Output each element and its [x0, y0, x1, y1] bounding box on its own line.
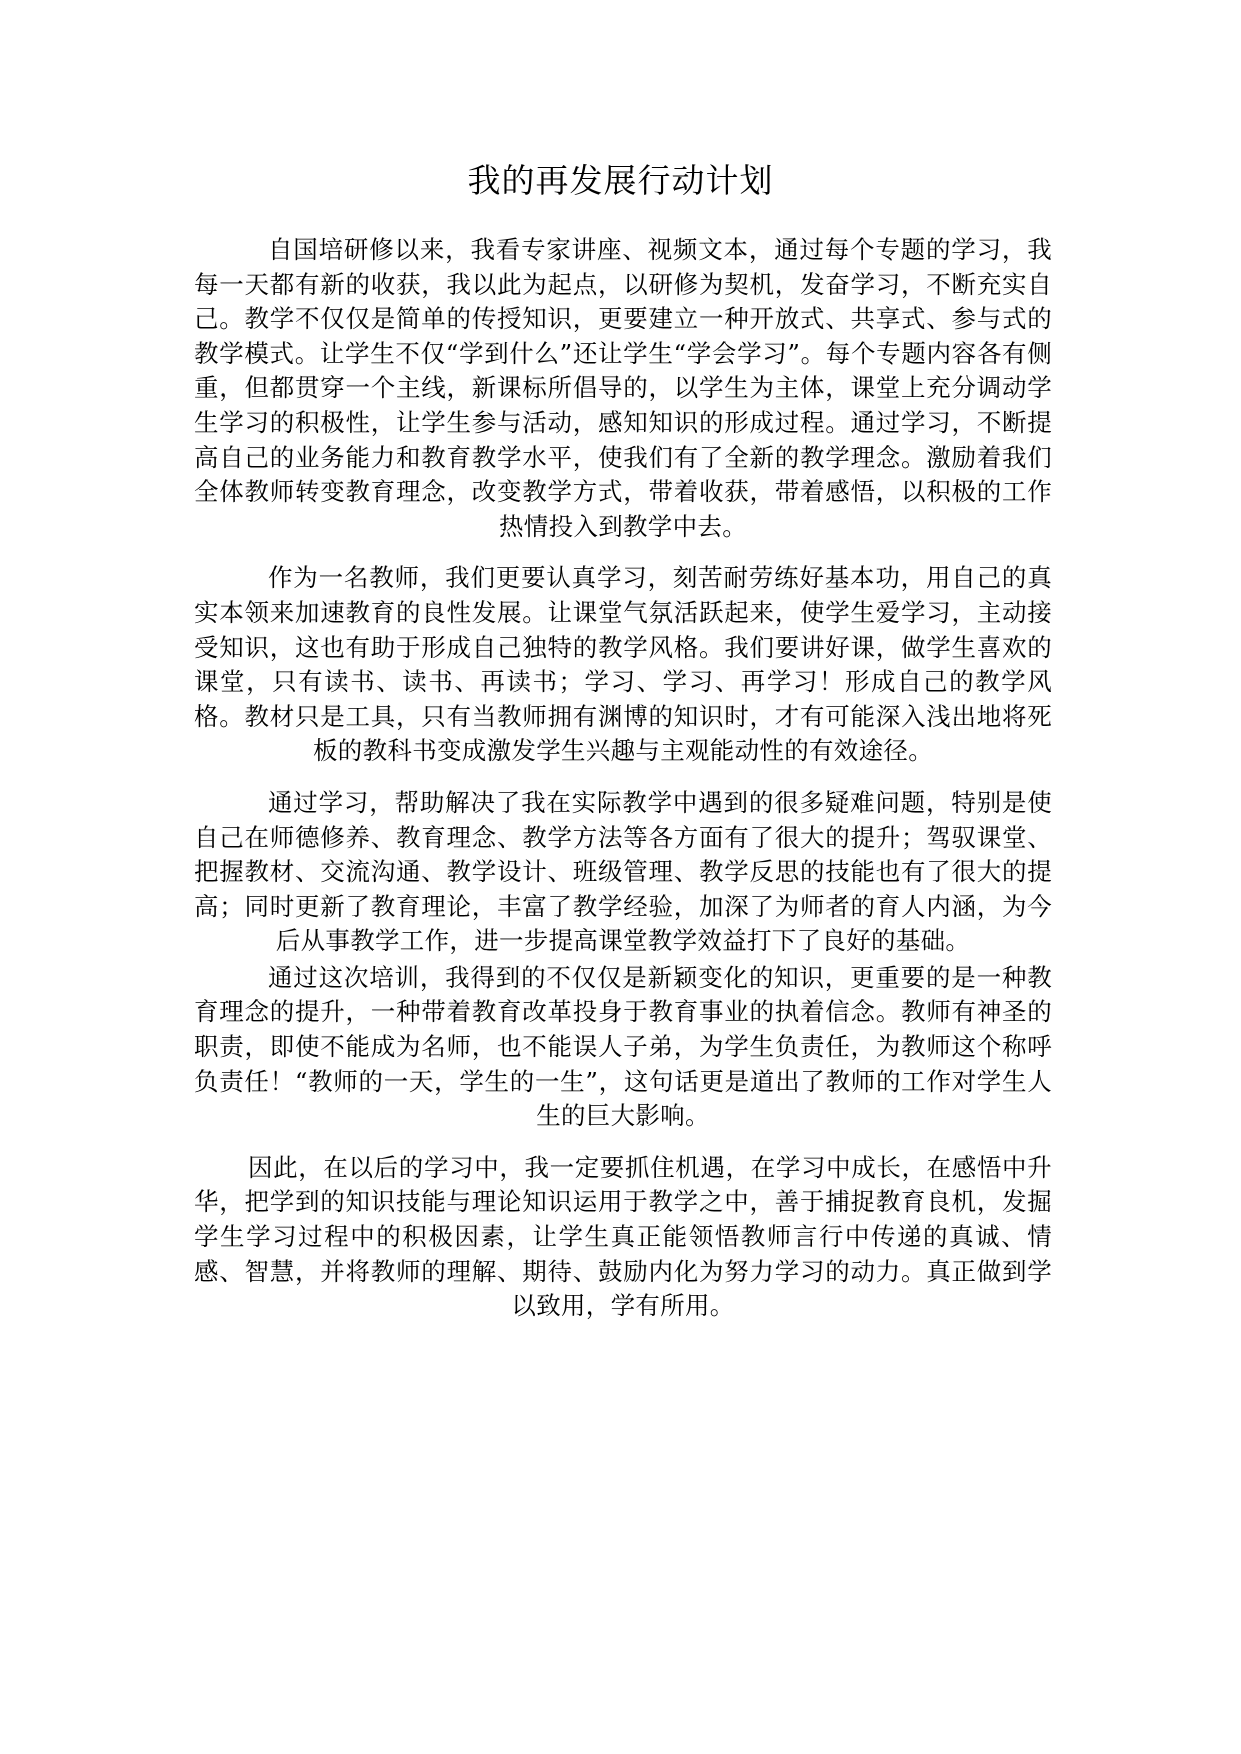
- paragraph-2: 作为一名教师，我们更要认真学习，刻苦耐劳练好基本功，用自己的真实本领来加速教育的良性发展。让课堂气氛活跃起来，使学生爱学习，主动接受知识，这也有助于形成自己独特的教学风格。我们要讲好课，做学生喜欢的课堂，只有读书、读书、再读书；学习、学习、再学习！形成自己的教学风格。教材只是工具，只有当教师拥有渊博的知识时，才有可能深入浅出地将死板的教科书变成激发学生兴趣与主观能动性的有效途径。: [194, 563, 1052, 766]
- document-title: 我的再发展行动计划: [467, 161, 774, 200]
- paragraph-4: 通过这次培训，我得到的不仅仅是新颖变化的知识，更重要的是一种教育理念的提升，一种带着教育改革投身于教育事业的执着信念。教师有神圣的职责，即使不能成为名师，也不能误人子弟，为学生负责任，为教师这个称呼负责任！“教师的一天，学生的一生”，这句话更是道出了教师的工作对学生人生的巨大影响。: [194, 962, 1052, 1131]
- document-body: [194, 233, 1052, 1324]
- paragraph-1: 自国培研修以来，我看专家讲座、视频文本，通过每个专题的学习，我每一天都有新的收获，我以此为起点，以研修为契机，发奋学习，不断充实自己。教学不仅仅是简单的传授知识，更要建立一种开放式、共享式、参与式的教学模式。让学生不仅“学到什么”还让学生“学会学习”。每个专题内容各有侧重，但都贯穿一个主线，新课标所倡导的，以学生为主体，课堂上充分调动学生学习的积极性，让学生参与活动，感知知识的形成过程。通过学习，不断提高自己的业务能力和教育教学水平，使我们有了全新的教学理念。激励着我们全体教师转变教育理念，改变教学方式，带着收获，带着感悟，以积极的工作热情投入到教学中去。: [194, 235, 1052, 541]
- paragraph-5: 因此，在以后的学习中，我一定要抓住机遇，在学习中成长，在感悟中升华，把学到的知识技能与理论知识运用于教学之中，善于捕捉教育良机，发掘学生学习过程中的积极因素，让学生真正能领悟教师言行中传递的真诚、情感、智慧，并将教师的理解、期待、鼓励内化为努力学习的动力。真正做到学以致用，学有所用。: [194, 1152, 1052, 1321]
- paragraph-3: 通过学习，帮助解决了我在实际教学中遇到的很多疑难问题，特别是使自己在师德修养、教育理念、教学方法等各方面有了很大的提升；驾驭课堂、把握教材、交流沟通、教学设计、班级管理、教学反思的技能也有了很大的提高；同时更新了教育理论，丰富了教学经验，加深了为师者的育人内涵，为今后从事教学工作，进一步提高课堂教学效益打下了良好的基础。: [194, 787, 1052, 956]
